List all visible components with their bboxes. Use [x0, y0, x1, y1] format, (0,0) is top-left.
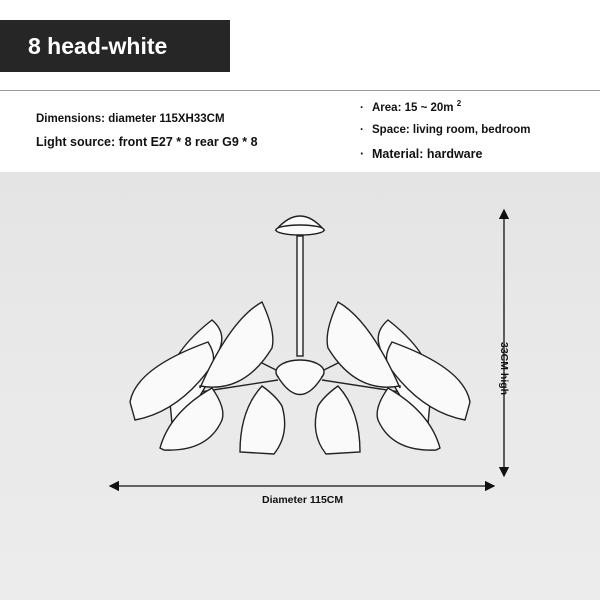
diameter-label: Diameter 115CM — [262, 494, 344, 506]
product-title: 8 head-white — [28, 32, 168, 59]
material-spec — [360, 147, 482, 161]
bullet-dot-icon: · — [360, 124, 364, 136]
space-text: Space: living room, bedroom — [372, 124, 531, 136]
light-source-spec: Light source: front E27 * 8 rear G9 * 8 — [36, 135, 258, 149]
bullet-dot-icon: · — [360, 101, 364, 114]
material-text: Material: hardware — [372, 147, 483, 161]
area-text: Area: 15 ~ 20m — [372, 101, 454, 114]
product-title-banner — [0, 20, 230, 72]
product-illustration-area — [0, 172, 600, 600]
dimensions-spec: Dimensions: diameter 115XH33CM — [36, 113, 225, 125]
area-unit-superscript: 2 — [456, 99, 462, 108]
area-spec — [360, 99, 461, 114]
space-spec — [360, 124, 530, 136]
height-label: 33CM high — [498, 342, 510, 396]
bullet-dot-icon: · — [360, 147, 365, 161]
chandelier-drawing — [0, 172, 600, 600]
chandelier-icon — [130, 216, 470, 454]
header-divider — [0, 90, 600, 91]
